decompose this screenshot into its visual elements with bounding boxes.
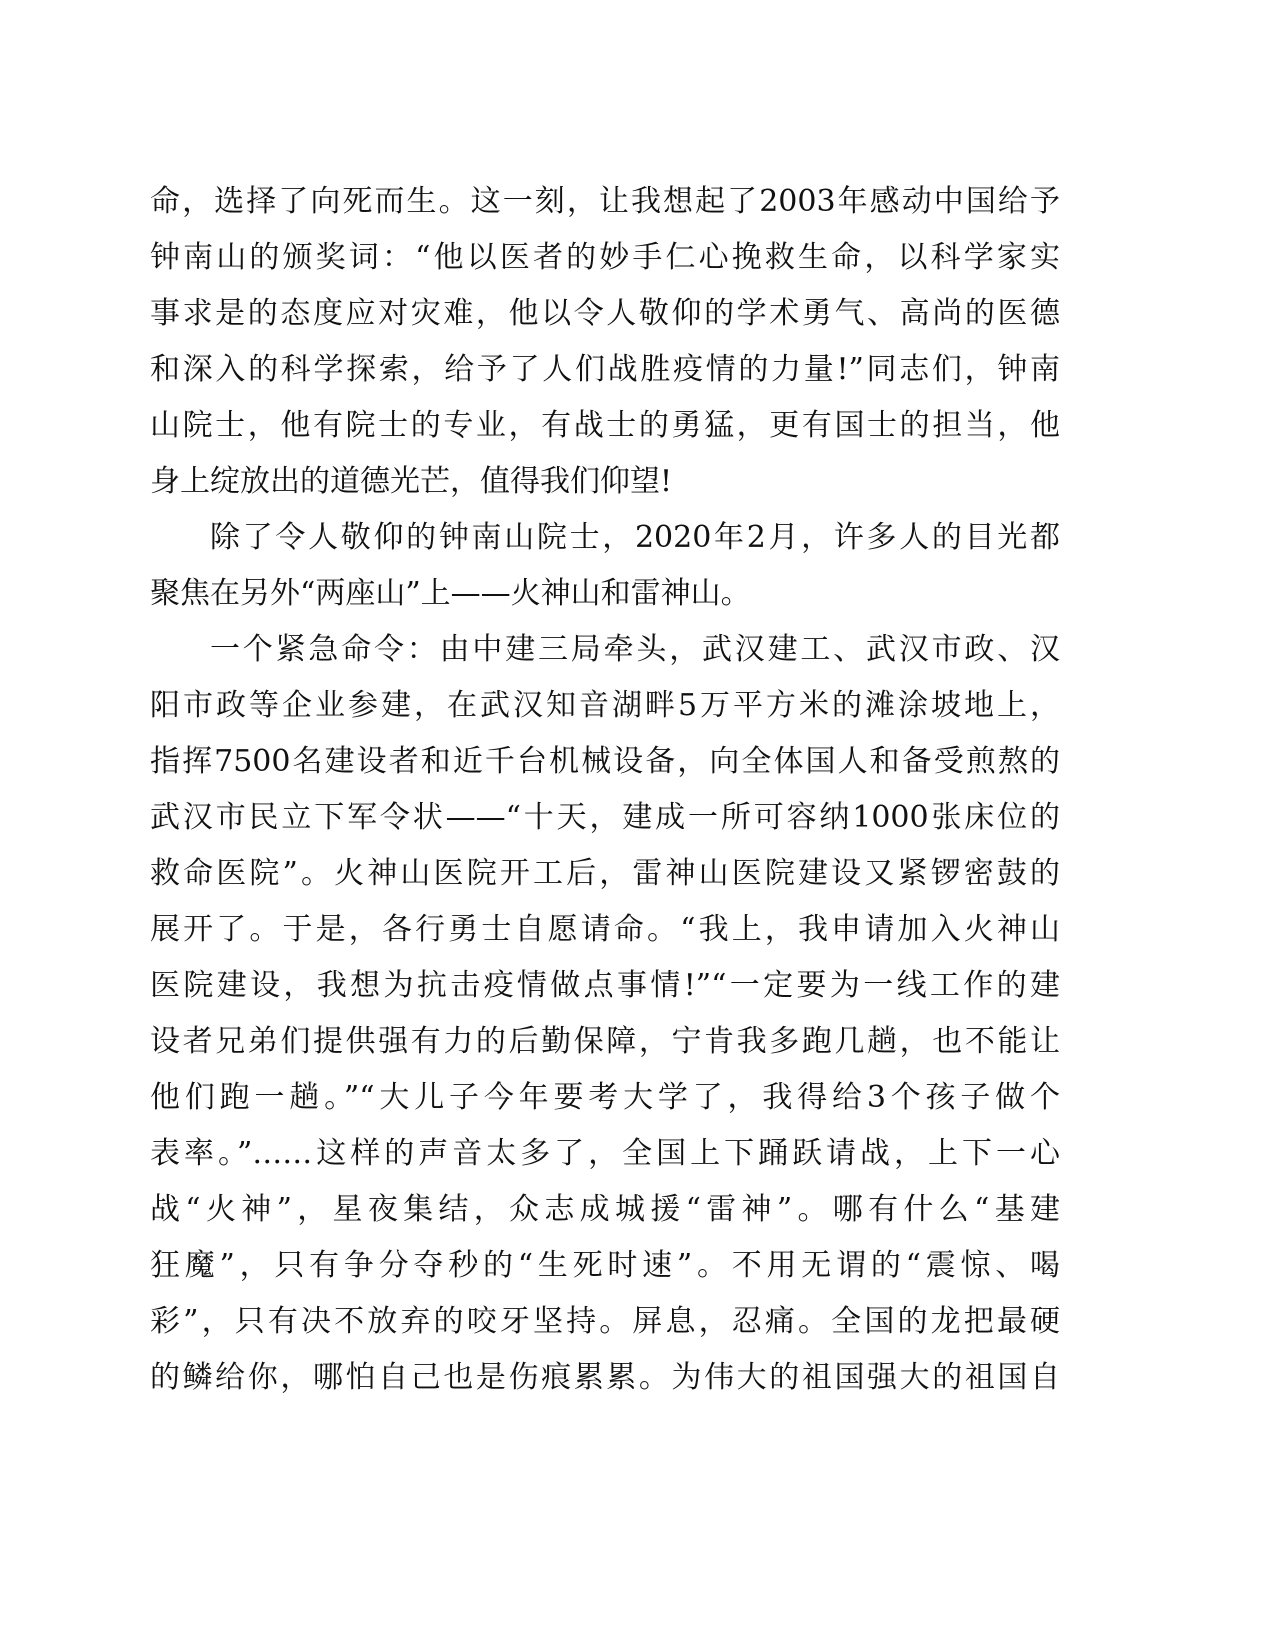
text-line: 武汉市民立下军令状——“十天，建成一所可容纳1000张床位的	[150, 800, 1060, 835]
text-line: 指挥7500名建设者和近千台机械设备，向全体国人和备受煎熬的	[150, 744, 1060, 779]
text-line: 命，选择了向死而生。这一刻，让我想起了2003年感动中国给予	[150, 184, 1060, 219]
text-line: 救命医院”。火神山医院开工后，雷神山医院建设又紧锣密鼓的	[150, 856, 1060, 891]
paragraph-first-line: 除了令人敬仰的钟南山院士，2020年2月，许多人的目光都	[210, 520, 1060, 555]
body-text	[150, 174, 1060, 1406]
text-line: 山院士，他有院士的专业，有战士的勇猛，更有国士的担当，他	[150, 408, 1060, 443]
text-line: 展开了。于是，各行勇士自愿请命。“我上，我申请加入火神山	[150, 912, 1060, 947]
text-line: 钟南山的颁奖词：“他以医者的妙手仁心挽救生命，以科学家实	[150, 240, 1060, 275]
paragraph-first-line: 一个紧急命令：由中建三局牵头，武汉建工、武汉市政、汉	[210, 632, 1060, 667]
text-line: 的鳞给你，哪怕自己也是伤痕累累。为伟大的祖国强大的祖国自	[150, 1360, 1060, 1395]
text-line: 战“火神”，星夜集结，众志成城援“雷神”。哪有什么“基建	[150, 1192, 1060, 1227]
text-line: 他们跑一趟。”“大儿子今年要考大学了，我得给3个孩子做个	[150, 1080, 1060, 1115]
text-line: 和深入的科学探索，给予了人们战胜疫情的力量!”同志们，钟南	[150, 352, 1060, 387]
text-line: 设者兄弟们提供强有力的后勤保障，宁肯我多跑几趟，也不能让	[150, 1024, 1060, 1059]
text-line: 医院建设，我想为抗击疫情做点事情!”“一定要为一线工作的建	[150, 968, 1060, 1003]
text-line: 阳市政等企业参建，在武汉知音湖畔5万平方米的滩涂坡地上，	[150, 688, 1060, 723]
text-line: 狂魔”，只有争分夺秒的“生死时速”。不用无谓的“震惊、喝	[150, 1248, 1060, 1283]
text-line: 身上绽放出的道德光芒，值得我们仰望!	[150, 464, 673, 499]
text-line: 彩”，只有决不放弃的咬牙坚持。屏息，忍痛。全国的龙把最硬	[150, 1304, 1060, 1339]
text-line: 表率。”……这样的声音太多了，全国上下踊跃请战，上下一心	[150, 1136, 1060, 1171]
text-line: 聚焦在另外“两座山”上——火神山和雷神山。	[150, 576, 751, 611]
text-line: 事求是的态度应对灾难，他以令人敬仰的学术勇气、高尚的医德	[150, 296, 1060, 331]
